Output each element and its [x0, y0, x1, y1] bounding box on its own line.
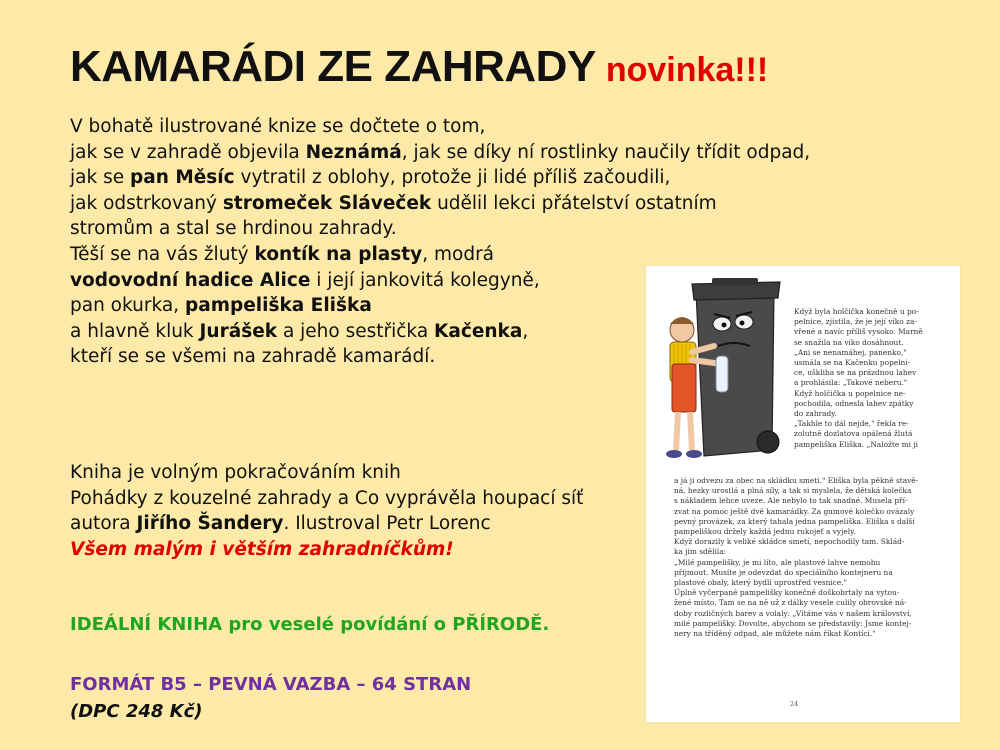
new-badge: novinka!!! — [605, 51, 769, 89]
desc-line-3: jak se pan Měsíc vytratil z oblohy, protože ji lidé příliš začoudili, — [70, 167, 671, 189]
format-info: FORMÁT B5 – PEVNÁ VAZBA – 64 STRAN — [70, 674, 472, 695]
info-line-2: Pohádky z kouzelné zahrady a Co vyprávěla houpací síť — [70, 487, 584, 509]
book-info — [70, 460, 650, 562]
desc-line-8: pan okurka, pampeliška Eliška — [70, 295, 372, 317]
trash-bin-illustration — [652, 272, 792, 470]
page-text-full: a já ji odvezu za obec na skládku smetí." Eliška byla pěkně stavě- ná, hezky urostlá a plná síly, a tak si myslela, že dětská kolečka s nákladem lehce uveze. Ale nebylo to tak snadné. Musela pří- zvat na pomoc ještě dvě kamarádky. Za gumové kolečko ovázaly pevný provázek, za který tahala jedna pampeliška. Eliška s další pampeliškou držely každá jednu rukojeť a vyjely. Když dorazily k veliké skládce smetí, nepochodily tam. Sklád- ka jim sdělila: „Milé pampelišky, je mi líto, ale plastové lahve nemohu přijmout. Musíte je odevzdat do speciálního kontejneru na plastové obaly, který bydlí uprostřed vesnice." Úplně vyčerpané pampelišky konečně doškobrtaly na vytou- žené místo. Tam se na ně už z dálky vesele culily obrovské ná- doby rozličných barev a volaly: „Vítáme vás v našem království, milé pampelišky. Dovolte, abychom se představily: Jsme kontej- nery na tříděný odpad, ale můžete nám říkat Kontíci." — [674, 476, 919, 639]
desc-line-4: jak odstrkovaný stromeček Sláveček udělil lekci přátelství ostatním — [70, 192, 717, 214]
book-page-sample — [646, 266, 960, 722]
desc-line-5: stromům a stal se hrdinou zahrady. — [70, 218, 397, 240]
page-text-right: Když byla holčička konečně u po- pelnice, zjistila, že je její víko za- vřené a navíc příliš vysoko. Marně se snažila na víko dosáhnout. „Ani se nenamáhej, panenko," usmála se na Kačenku popelni- ce, uškliba se na prázdnou lahev a prohlásila: „Takové neberu." Když holčička u popelnice ne- pochodila, odnesla lahev zpátky do zahrady. „Takhle to dál nejde," řekla re- zolutně dozlatova opálená žlutá pampeliška Eliška. „Naložte mi ji — [794, 307, 923, 449]
desc-line-2: jak se v zahradě objevila Neznámá, jak se díky ní rostlinky naučily třídit odpad, — [70, 141, 811, 163]
desc-line-7: vodovodní hadice Alice i její jankovitá kolegyně, — [70, 269, 540, 291]
desc-line-6: Těší se na vás žlutý kontík na plasty, modrá — [70, 243, 495, 265]
info-line-3: autora Jiřího Šandery. Ilustroval Petr Lorenc — [70, 513, 491, 535]
info-line-1: Kniha je volným pokračováním knih — [70, 462, 401, 483]
book-title: KAMARÁDI ZE ZAHRADY — [70, 42, 596, 91]
slide-title — [70, 42, 970, 92]
desc-line-1: V bohatě ilustrované knize se dočtete o tom, — [70, 116, 486, 137]
desc-line-9: a hlavně kluk Jurášek a jeho sestřička Kačenka, — [70, 320, 529, 342]
desc-line-10: kteří se se všemi na zahradě kamarádí. — [70, 346, 436, 368]
page-number: 24 — [790, 700, 799, 708]
dedication: Všem malým i větším zahradníčkům! — [70, 538, 454, 560]
ideal-book-tagline: IDEÁLNÍ KNIHA pro veselé povídání o PŘÍRODĚ. — [70, 614, 550, 635]
price: (DPC 248 Kč) — [70, 701, 203, 722]
